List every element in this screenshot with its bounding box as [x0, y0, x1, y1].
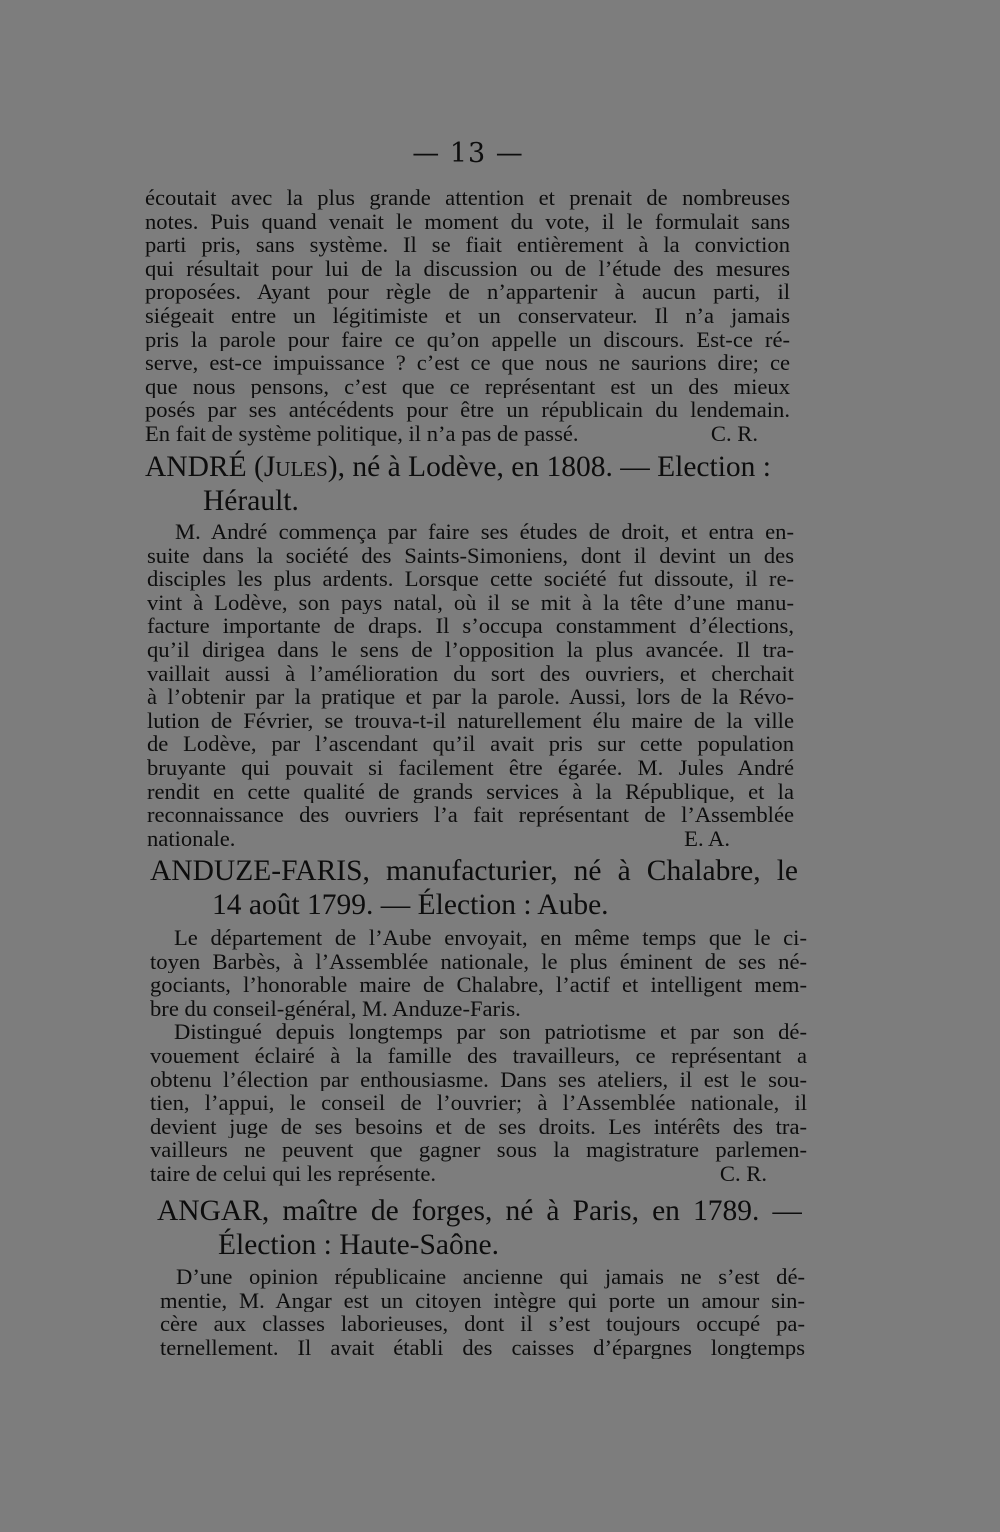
entry-heading-angar [157, 1194, 802, 1262]
text-line: En fait de système politique, il n’a pas de passé. [145, 421, 579, 446]
heading-line: ANGAR, maître de forges, né à Paris, en 1789. — [157, 1195, 802, 1227]
text-line: de Lodève, par l’ascendant qu’il avait pris sur cette population [147, 732, 794, 756]
entry-heading-anduze-faris [150, 854, 798, 922]
text-line: Le département de l’Aube envoyait, en même temps que le ci- [174, 926, 807, 950]
text-line-signed [147, 827, 794, 851]
text-line: nationale. [147, 826, 236, 851]
text-line: vaillait aussi à l’amélioration du sort des ouvriers, et cherchait [147, 661, 794, 686]
author-initials: E. A. [684, 826, 730, 851]
text-line: toyen Barbès, à l’Assemblée nationale, le plus éminent de ses né- [150, 949, 807, 974]
text-line: devient juge de ses besoins et de ses droits. Les intérêts des tra- [150, 1114, 807, 1139]
page-number: — 13 — [412, 138, 524, 169]
author-initials: C. R. [719, 1161, 767, 1186]
text-line-signed [145, 422, 790, 446]
heading-line: 14 août 1799. — Élection : Aube. [212, 889, 609, 921]
text-line: mentie, M. Angar est un citoyen intègre qui porte un amour sin- [160, 1288, 805, 1313]
intro-paragraph [145, 186, 790, 446]
heading-line: Hérault. [203, 485, 299, 517]
entry-body-andre [147, 520, 794, 850]
text-line: cère aux classes laborieuses, dont il s’est toujours occupé pa- [160, 1312, 805, 1336]
text-line: M. André commença par faire ses études de droit, et entra en- [175, 520, 794, 544]
text-line: siégeait entre un légitimiste et un conservateur. Il n’a jamais [145, 303, 790, 328]
text-line: vailleurs ne peuvent que gagner sous la magistrature parlemen- [150, 1138, 807, 1162]
heading-rest: ), né à Lodève, en 1808. — Election : [327, 451, 771, 483]
text-line: posés par ses antécédents pour être un républicain du lendemain. [145, 398, 790, 422]
text-line: écoutait avec la plus grande attention et prenait de nombreuses [145, 186, 790, 210]
text-line: parti pris, sans système. Il se fiait entièrement à la conviction [145, 233, 790, 257]
text-line: qui résultait pour lui de la discussion ou de l’étude des mesures [145, 256, 790, 281]
text-line: à l’obtenir par la pratique et par la parole. Aussi, lors de la Révo- [147, 685, 794, 709]
text-line: qu’il dirigea dans le sens de l’opposition la plus avancée. Il tra- [147, 637, 794, 662]
text-line: que nous pensons, c’est que ce représentant est un des mieux [145, 374, 790, 399]
heading-line [145, 450, 795, 484]
text-line: tien, l’appui, le conseil de l’ouvrier; à l’Assemblée nationale, il [150, 1091, 807, 1115]
text-line: gociants, l’honorable maire de Chalabre, l’actif et intelligent mem- [150, 973, 807, 997]
text-line: reconnaissance des ouvriers l’a fait représentant de l’Assemblée [147, 803, 794, 827]
text-line: obtenu l’élection par enthousiasme. Dans ses ateliers, il est le sou- [150, 1067, 807, 1092]
entry-body-anduze-faris [150, 926, 807, 1186]
text-line: pris la parole pour faire ce qu’on appelle un discours. Est-ce ré- [145, 327, 790, 352]
text-line: Distingué depuis longtemps par son patriotisme et par son dé- [174, 1020, 807, 1044]
text-line: proposées. Ayant pour règle de n’appartenir à aucun parti, il [145, 280, 790, 304]
text-line: disciples les plus ardents. Lorsque cette société fut dissoute, il re- [147, 567, 794, 591]
text-line: notes. Puis quand venait le moment du vote, il le formulait sans [145, 209, 790, 234]
author-initials: C. R. [710, 421, 758, 446]
heading-firstname: Jules [263, 451, 328, 483]
text-line: serve, est-ce impuissance ? c’est ce que nous ne saurions dire; ce [145, 351, 790, 375]
text-line: ternellement. Il avait établi des caisses d’épargnes longtemps [160, 1335, 805, 1360]
entry-heading-andre [145, 450, 795, 518]
heading-line: ANDUZE-FARIS, manufacturier, né à Chalabre, le [150, 855, 798, 887]
text-line-signed [150, 1162, 807, 1186]
text-line: facture importante de draps. Il s’occupa constamment d’élections, [147, 614, 794, 638]
text-line: D’une opinion républicaine ancienne qui jamais ne s’est dé- [176, 1265, 805, 1289]
text-line: lution de Février, se trouva-t-il naturellement élu maire de la ville [147, 708, 794, 733]
text-line: bruyante qui pouvait si facilement être égarée. M. Jules André [147, 755, 794, 780]
text-line: rendit en cette qualité de grands services à la République, et la [147, 779, 794, 804]
heading-name: ANDRÉ ( [145, 451, 264, 483]
entry-body-angar [160, 1265, 805, 1359]
text-line: vouement éclairé à la famille des travailleurs, ce représentant a [150, 1043, 807, 1068]
text-line: bre du conseil-général, M. Anduze-Faris. [150, 996, 521, 1021]
text-line: taire de celui qui les représente. [150, 1161, 437, 1186]
text-line: vint à Lodève, son pays natal, où il se mit à la tête d’une manu- [147, 590, 794, 615]
heading-line: Élection : Haute-Saône. [218, 1229, 499, 1261]
text-line: suite dans la société des Saints-Simoniens, dont il devint un des [147, 543, 794, 568]
